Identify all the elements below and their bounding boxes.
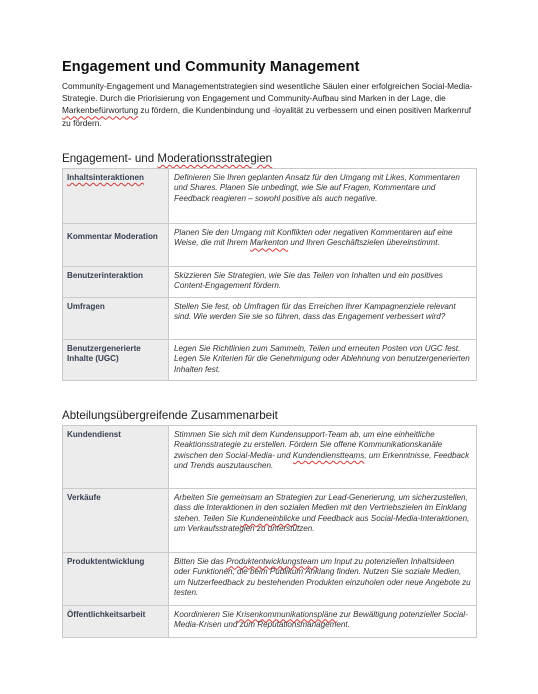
row-description [169, 425, 477, 488]
desc-a: Bitten Sie das [174, 556, 227, 566]
row-label: Umfragen [63, 297, 169, 339]
desc-a: Planen Sie den Umgang mit Konflikten oder negativen Kommentaren auf eine Weise, die mit Ihrem [174, 227, 453, 248]
desc-spellcheck-word: Kundendienstteams [292, 450, 365, 460]
collaboration-table [62, 425, 477, 638]
desc-spellcheck-word: Markenton [249, 238, 289, 248]
desc-a: Koordinieren Sie [174, 609, 237, 619]
desc-a: Stimmen Sie sich mit dem Kundensupport-Team ab, um eine einheitliche Reaktionsstrategie zu erstellen. Fördern Sie offene Kommunikationskanäle zwischen den Social-Media- und [174, 429, 443, 460]
desc-c: und Feedback aus Social-Media-Interaktionen, um Verkaufsstrategien zu unterstützen. [174, 513, 470, 534]
table-row [63, 605, 477, 637]
desc-a: Arbeiten Sie gemeinsam an Strategien zur Lead-Generierung, um sicherzustellen, dass die Interaktionen in den sozialen Medien mit den Vertriebszielen im Einklang stehen. Teilen Sie [174, 492, 468, 523]
table-row [63, 168, 477, 223]
intro-text-c: zu fördern, die Kundenbindung und -loyalität zu verbessern und einen positiven Markenruf zu fördern. [62, 105, 472, 128]
row-description [169, 552, 477, 605]
table-row [63, 552, 477, 605]
desc-c: , um Erkenntnisse, Feedback und Trends auszutauschen. [174, 450, 470, 471]
desc-spellcheck-word: Produktentwicklungsteam [226, 556, 319, 566]
engagement-heading-b: Moderationsstrategien [157, 151, 273, 165]
desc-spellcheck-word: Kundeneinblicke [240, 513, 300, 523]
document-page [62, 58, 480, 638]
row-description: Skizzieren Sie Strategien, wie Sie das Teilen von Inhalten und ein positives Content-Engagement fördern. [169, 266, 477, 297]
intro-paragraph [62, 80, 480, 129]
engagement-table [62, 168, 477, 381]
row-description [169, 488, 477, 552]
desc-c: um Input zu potenziellen Inhaltsideen oder Funktionen, die beim Publikum Anklang finden. Nutzen Sie soziale Medien, um Nutzerfeedback zu bestehenden Produkten einzuholen oder neue Angebote zu testen. [174, 556, 471, 598]
table-row [63, 339, 477, 380]
row-label: Öffentlichkeitsarbeit [63, 605, 169, 637]
row-description [169, 223, 477, 266]
row-label: Produktentwicklung [63, 552, 169, 605]
row-label: Kundendienst [63, 425, 169, 488]
row-description: Legen Sie Richtlinien zum Sammeln, Teilen und erneuten Posten von UGC fest. Legen Sie Kriterien für die Genehmigung oder Ablehnung von benutzergenerierten Inhalten fest. [169, 339, 477, 380]
engagement-heading-a: Engagement- und [62, 151, 158, 165]
desc-c: zur Bewältigung potenzieller Social-Media-Krisen und zum Reputationsmanagement. [174, 609, 468, 630]
row-label: Verkäufe [63, 488, 169, 552]
intro-spellcheck-word: Markenbefürwortung [62, 105, 139, 116]
row-label: Kommentar Moderation [63, 223, 169, 266]
table-row [63, 223, 477, 266]
desc-c: und Ihren Geschäftszielen übereinstimmt. [288, 238, 440, 248]
intro-text-a: Community-Engagement und Managementstrategien sind wesentliche Säulen einer erfolgreichen Social-Media-Strategie. Durch die Priorisierung von Engagement und Community-Aufbau sind Marken in der Lage, die [62, 81, 473, 104]
collaboration-heading: Abteilungsübergreifende Zusammenarbeit [62, 408, 278, 422]
row-label: Benutzerinteraktion [63, 266, 169, 297]
table-row [63, 488, 477, 552]
row-description [169, 605, 477, 637]
row-label: Benutzergenerierte Inhalte (UGC) [63, 339, 169, 380]
desc-spellcheck-word: Krisenkommunikationspläne [236, 609, 338, 619]
row-description: Definieren Sie Ihren geplanten Ansatz für den Umgang mit Likes, Kommentaren und Shares. Planen Sie unbedingt, wie Sie auf Fragen, Kommentare und Feedback reagieren – sowohl positive als auch negative. [169, 168, 477, 223]
table-row [63, 425, 477, 488]
row-description: Stellen Sie fest, ob Umfragen für das Erreichen Ihrer Kampagnenziele relevant sind. Wie werden Sie sie so führen, dass das Engagement verbessert wird? [169, 297, 477, 339]
row-label-text: Inhaltsinteraktionen [67, 172, 144, 182]
row-label [63, 168, 169, 223]
engagement-heading [62, 152, 480, 166]
document-title: Engagement und Community Management [62, 59, 360, 75]
table-row [63, 266, 477, 297]
table-row [63, 297, 477, 339]
